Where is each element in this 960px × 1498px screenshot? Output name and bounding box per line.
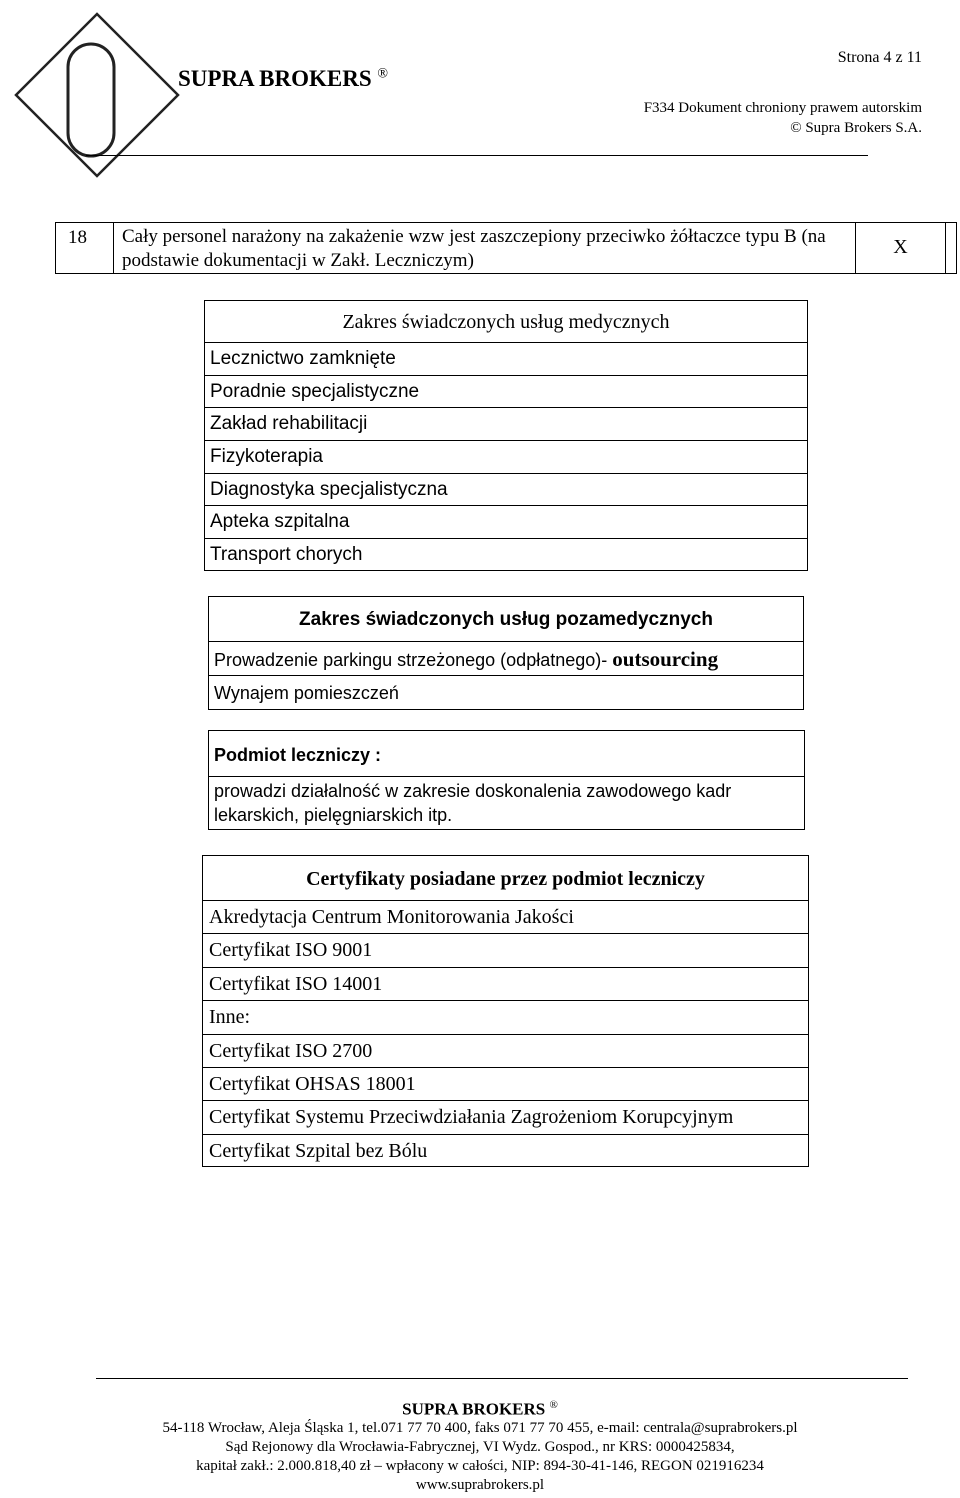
answer-empty-cell bbox=[946, 223, 958, 273]
page-number: Strona 4 z 11 bbox=[837, 49, 922, 66]
footer bbox=[0, 1396, 960, 1495]
certificate-item: Certyfikat ISO 2700 bbox=[203, 1035, 808, 1068]
description-line-1: prowadzi działalność w zakresie doskonalenia zawodowego kadr bbox=[214, 781, 732, 801]
certificate-item: Inne: bbox=[203, 1001, 808, 1034]
medical-entity-description bbox=[209, 777, 804, 829]
certificates-title: Certyfikaty posiadane przez podmiot leczniczy bbox=[203, 856, 808, 901]
medical-service-item: Lecznictwo zamknięte bbox=[205, 343, 807, 376]
medical-entity-heading: Podmiot leczniczy : bbox=[209, 731, 804, 777]
brand-name: SUPRA BROKERS ® bbox=[178, 66, 389, 91]
certificate-item: Certyfikat ISO 9001 bbox=[203, 934, 808, 967]
question-row-18 bbox=[55, 222, 957, 274]
footer-address: 54-118 Wrocław, Aleja Śląska 1, tel.071 77 70 400, faks 071 77 70 455, e-mail: centrala@suprabrokers.pl bbox=[162, 1419, 798, 1436]
footer-divider bbox=[96, 1378, 908, 1379]
footer-capital-info: kapitał zakł.: 2.000.818,40 zł – wpłacony w całości, NIP: 894-30-41-146, REGON 021916234 bbox=[196, 1457, 764, 1474]
certificate-item: Akredytacja Centrum Monitorowania Jakości bbox=[203, 901, 808, 934]
answer-mark: X bbox=[856, 223, 946, 273]
parking-service-text: Prowadzenie parkingu strzeżonego (odpłatnego)- bbox=[214, 650, 608, 670]
registered-mark: ® bbox=[377, 66, 389, 82]
certificate-item: Certyfikat Systemu Przeciwdziałania Zagrożeniom Korupcyjnym bbox=[203, 1101, 808, 1134]
copyright-line-1: F334 Dokument chroniony prawem autorskim bbox=[643, 100, 922, 116]
non-medical-services-table bbox=[208, 596, 804, 710]
certificate-item: Certyfikat ISO 14001 bbox=[203, 968, 808, 1001]
copyright-line-2: © Supra Brokers S.A. bbox=[790, 120, 922, 136]
footer-court-registration: Sąd Rejonowy dla Wrocławia-Fabrycznej, VI Wydz. Gospod., nr KRS: 0000425834, bbox=[225, 1438, 735, 1455]
medical-service-item: Fizykoterapia bbox=[205, 441, 807, 474]
medical-services-title: Zakres świadczonych usług medycznych bbox=[205, 301, 807, 343]
medical-service-item: Zakład rehabilitacji bbox=[205, 408, 807, 441]
footer-brand: SUPRA BROKERS ® bbox=[402, 1399, 558, 1419]
medical-service-item: Poradnie specjalistyczne bbox=[205, 376, 807, 409]
footer-website: www.suprabrokers.pl bbox=[415, 1476, 545, 1493]
row-text: Cały personel narażony na zakażenie wzw jest zaszczepiony przeciwko żółtaczce typu B (na podstawie dokumentacji w Zakł. Leczniczym) bbox=[114, 223, 856, 273]
footer-registered-mark: ® bbox=[549, 1399, 558, 1411]
certificate-item: Certyfikat OHSAS 18001 bbox=[203, 1068, 808, 1101]
non-medical-service-item bbox=[209, 642, 803, 676]
medical-services-table bbox=[204, 300, 808, 571]
certificate-item: Certyfikat Szpital bez Bólu bbox=[209, 1139, 428, 1162]
header-divider bbox=[86, 155, 868, 156]
certificates-table bbox=[202, 855, 809, 1167]
non-medical-service-item: Wynajem pomieszczeń bbox=[214, 683, 399, 703]
medical-service-item: Diagnostyka specjalistyczna bbox=[205, 474, 807, 507]
medical-service-item: Transport chorych bbox=[210, 544, 363, 566]
medical-service-item: Apteka szpitalna bbox=[205, 506, 807, 539]
description-line-2: lekarskich, pielęgniarskich itp. bbox=[214, 805, 453, 825]
row-number: 18 bbox=[56, 223, 114, 273]
outsourcing-label: outsourcing bbox=[612, 647, 719, 671]
copyright-note bbox=[644, 98, 922, 138]
medical-entity-table bbox=[208, 730, 805, 830]
non-medical-services-title: Zakres świadczonych usług pozamedycznych bbox=[209, 597, 803, 642]
